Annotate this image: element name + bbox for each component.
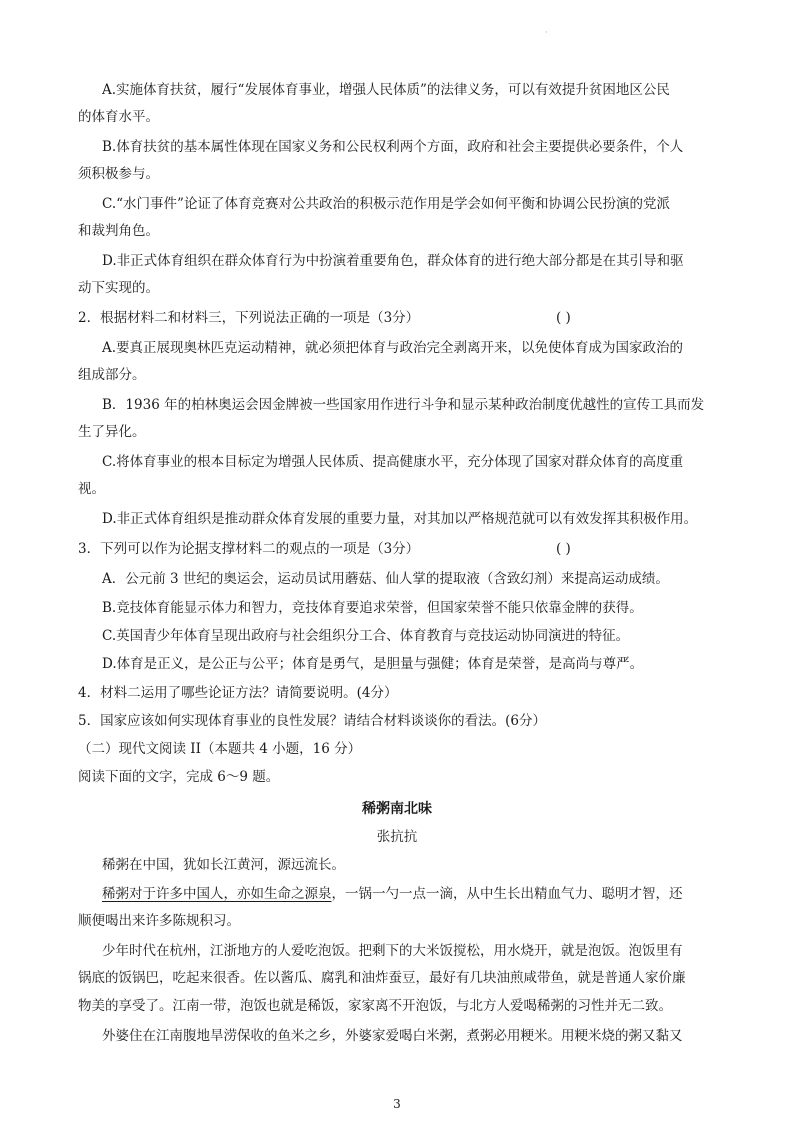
top-mark: · <box>545 28 548 37</box>
document-page: · A.实施体育扶贫，履行“发展体育事业，增强人民体质”的法律义务，可以有效提升贫困地区公民 的体育水平。 B.体育扶贫的基本属性体现在国家义务和公民权利两个方面，政府和社会主要提供必要条件，个人 须积极参与。 C.“水门事件”论证了体育竞赛对公共政治的积极示范作用是学会如何平衡和协调公民扮演的党派 和裁判角色。 D.非正式体育组织在群众体育行为中扮演着重要角色，群众体育的进行绝大部分都是在其引导和驱 动下实现的。 2．根据材料二和材料三，下列说法正确的一项是（3分） ( ) A.要真正展现奥林匹克运动精神，就必须把体育与政治完全剥离开来，以免使体育成为国家政治的 组成部分。 B．1936 年的柏林奥运会因金牌被一些国家用作进行斗争和显示某种政治制度优越性的宣传工具而发 生了异化。 C.将体育事业的根本目标定为增强人民体质、提高健康水平，充分体现了国家对群众体育的高度重 视。 D.非正式体育组织是推动群众体育发展的重要力量，对其加以严格规范就可以有效发挥其积极作用。 3．下列可以作为论据支撑材料二的观点的一项是（3分） ( ) A．公元前 3 世纪的奥运会，运动员试用蘑菇、仙人掌的提取液（含致幻剂）来提高运动成绩。 B.竞技体育能显示体力和智力，竞技体育要追求荣誉，但国家荣誉不能只依靠金牌的获得。 C.英国青少年体育呈现出政府与社会组织分工合、体育教育与竞技运动协同演进的特征。 D.体育是正义，是公正与公平；体育是勇气，是胆量与强健；体育是荣誉，是高尚与尊严。 4．材料二运用了哪些论证方法？请简要说明。(4分） 5．国家应该如何实现体育事业的良性发展？请结合材料谈谈你的看法。(6分） （二）现代文阅读 II（本题共 4 小题，16 分） 阅读下面的文字，完成 6～9 题。 稀粥南北味 张抗抗 稀粥在中国，犹如长江黄河，源远流长。 稀粥对于许多中国人，亦如生命之源泉，一锅一勺一点一滴，从中生长出精血气力、聪明才智，还 顺便喝出来许多陈规积习。 少年时代在杭州，江浙地方的人爱吃泡饭。把剩下的大米饭搅松，用水烧开，就是泡饭。泡饭里有 锅底的饭锅巴，吃起来很香。佐以酱瓜、腐乳和油炸蚕豆，最好有几块油煎咸带鱼，就是普通人家价廉 物美的享受了。江南一带，泡饭也就是稀饭，家家离不开泡饭，与北方人爱喝稀粥的习性并无二致。 外婆住在江南腹地旱涝保收的鱼米之乡，外婆家爱喝白米粥，煮粥必用粳米。用粳米烧的粥又黏又 3 <box>0 0 794 1124</box>
q3-answer-paren: ( ) <box>556 541 571 557</box>
q2-answer-paren: ( ) <box>556 310 571 326</box>
underlined-sentence: 稀粥对于许多中国人，亦如生命之源泉 <box>102 886 332 902</box>
page-number: 3 <box>393 1097 401 1111</box>
article-title: 稀粥南北味 <box>362 801 432 817</box>
article-author: 张抗抗 <box>376 829 418 845</box>
